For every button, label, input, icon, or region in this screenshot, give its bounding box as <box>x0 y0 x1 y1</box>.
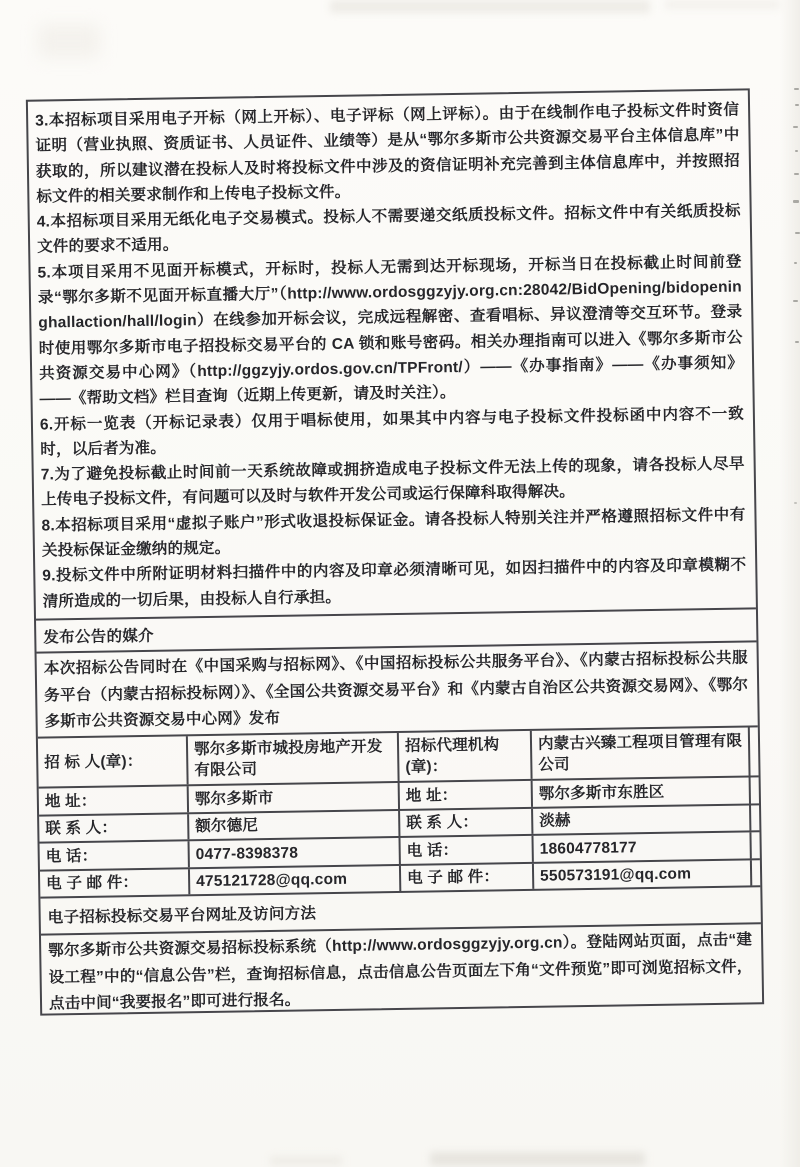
bidder-contact-label: 联 系 人： <box>39 814 189 841</box>
bidder-label: 招 标 人(章)： <box>38 736 189 786</box>
empty-cell <box>751 805 759 830</box>
bleedthrough-smudge-bottom-left <box>270 1156 342 1166</box>
agency-email-label: 电 子 邮 件： <box>401 864 534 891</box>
media-section-title: 发布公告的媒介 <box>43 627 155 647</box>
agency-email: 550573191@qq.com <box>534 860 752 888</box>
paper-edge-shading-right <box>780 0 800 1167</box>
agency-label: 招标代理机构(章)： <box>399 731 533 781</box>
platform-access-instructions: 鄂尔多斯市公共资源交易招标投标系统（http://www.ordosggzyjy.org.cn）。登陆网站页面，点击“建设工程”中的“信息公告”栏，查询招标信息，点击信息公告页面左下角“文件预览”即可浏览招标文件，点击中间“我要报名”即可进行报名。 <box>48 931 753 1013</box>
note-paragraph-3: 3.本招标项目采用电子开标（网上开标）、电子评标（网上评标）。由于在线制作电子投标文件时资信证明（营业执照、资质证书、人员证件、业绩等）是从“鄂尔多斯市公共资源交易平台主体信息库”中获取的，所以建议潜在投标人及时将投标文件中涉及的资信证明补充完善到主体信息库中，并按照招标文件的相关要求制作和上传电子投标文件。 <box>35 101 741 206</box>
bidder-phone-label: 电 话： <box>40 841 190 869</box>
agency-name: 内蒙古兴臻工程项目管理有限公司 <box>532 727 751 778</box>
empty-cell <box>751 832 759 858</box>
note-paragraph-9: 9.投标文件中所附证明材料扫描件中的内容及印章必须清晰可见，如因扫描件中的内容及印章模糊不清所造成的一切后果，由投标人自行承担。 <box>42 556 747 611</box>
media-section-body <box>37 640 758 736</box>
bleedthrough-smudge-top <box>330 0 650 13</box>
note-paragraph-7: 7.为了避免投标截止时间前一天系统故障或拥挤造成电子投标文件无法上传的现象，请各投标人尽早上传电子投标文件，有问题可以及时与软件开发公司或运行保障科取得解决。 <box>40 455 745 510</box>
note-paragraph-5: 5.本项目采用不见面开标模式，开标时，投标人无需到达开标现场，开标当日在投标截止时间前登录“鄂尔多斯不见面开标直播大厅”（http://www.ordosggzyjy.org.cn:28042/BidOpening/bidopeninghallaction/hall/login）在线参加开标会议，完成远程解密、查看唱标、异议澄清等交互环节。登录时使用鄂尔多斯市电子招投标交易平台的 CA 锁和账号密码。相关办理指南可以进入《鄂尔多斯市公共资源交易中心网》（http://ggzyjy.ordos.gov.cn/TPFront/）——《办事指南》——《办事须知》——《帮助文档》栏目查询（近期上传更新，请及时关注）。 <box>37 253 744 408</box>
document-border-frame <box>26 88 764 1015</box>
bidder-address-label: 地 址： <box>39 786 189 814</box>
bleedthrough-smudge-top-right <box>665 0 780 9</box>
agency-address-label: 地 址： <box>400 781 533 809</box>
bidder-email: 475121728@qq.com <box>190 866 401 894</box>
agency-contact-label: 联 系 人： <box>400 809 533 836</box>
note-paragraph-4: 4.本招标项目采用无纸化电子交易模式。投标人不需要递交纸质投标文件。招标文件中有关纸质投标文件的要求不适用。 <box>36 202 741 257</box>
empty-cell <box>750 727 759 775</box>
agency-address: 鄂尔多斯市东胜区 <box>533 777 751 806</box>
bidder-name: 鄂尔多斯市城投房地产开发有限公司 <box>188 733 400 784</box>
platform-section-title: 电子招标投标交易平台网址及访问方法 <box>47 904 317 926</box>
empty-cell <box>752 860 760 885</box>
agency-phone-label: 电 话： <box>400 836 533 864</box>
platform-section-body <box>41 922 762 1013</box>
bidder-phone: 0477-8398378 <box>190 838 401 867</box>
agency-phone: 18604778177 <box>533 832 751 861</box>
bidder-address: 鄂尔多斯市 <box>189 783 400 812</box>
contact-table <box>38 725 760 896</box>
empty-cell <box>751 777 759 803</box>
bidder-contact-person: 额尔德尼 <box>189 811 400 839</box>
bleedthrough-smudge-bottom <box>430 1152 645 1166</box>
note-paragraph-8: 8.本招标项目采用“虚拟子账户”形式收退投标保证金。请各投标人特别关注并严格遵照招标文件中有关投标保证金缴纳的规定。 <box>41 506 746 560</box>
paper-smudge-top-left <box>38 24 100 58</box>
media-announcement-text: 本次招标公告同时在《中国采购与招标网》、《中国招标投标公共服务平台》、《内蒙古招标投标公共服务平台（内蒙古招标投标网）》、《全国公共资源交易平台》和《内蒙古自治区公共资源交易网》、《鄂尔多斯市公共资源交易中心网》发布 <box>43 649 749 731</box>
agency-contact-person: 淡赫 <box>533 805 751 833</box>
notes-section <box>28 90 756 618</box>
bidder-email-label: 电 子 邮 件： <box>40 869 190 896</box>
note-paragraph-6: 6.开标一览表（开标记录表）仅用于唱标使用，如果其中内容与电子投标文件投标函中内容不一致时，以后者为准。 <box>39 405 745 459</box>
